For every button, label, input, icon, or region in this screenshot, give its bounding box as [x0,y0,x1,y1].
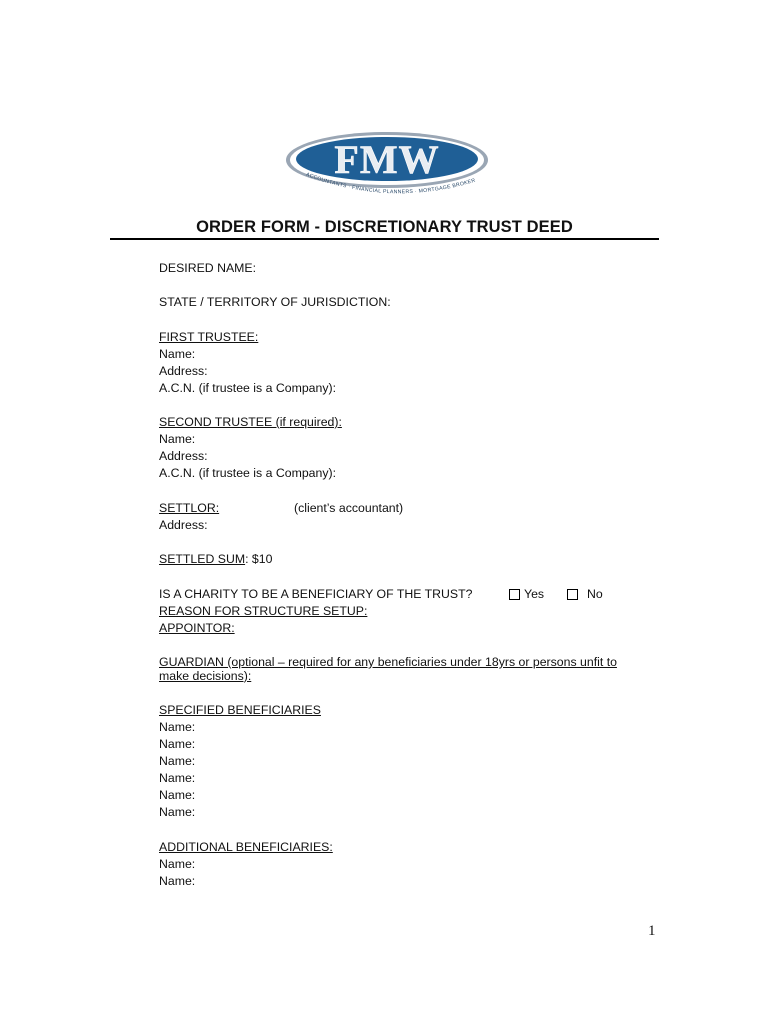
additional-beneficiary-name-label: Name: [159,874,196,888]
first-trustee-heading: FIRST TRUSTEE: [159,330,259,344]
form-title: ORDER FORM - DISCRETIONARY TRUST DEED [196,218,573,236]
yes-label: Yes [524,587,545,601]
charity-question: IS A CHARITY TO BE A BENEFICIARY OF THE TRUST? [159,587,473,601]
guardian-heading-line2: make decisions): [159,669,252,683]
jurisdiction-label: STATE / TERRITORY OF JURISDICTION: [159,295,391,309]
settlor-heading: SETTLOR: [159,501,220,515]
no-label: No [587,587,603,601]
additional-beneficiary-name-label: Name: [159,857,196,871]
appointor-heading: APPOINTOR: [159,621,235,635]
charity-yes-option[interactable] [509,587,544,602]
guardian-heading-line1: GUARDIAN (optional – required for any beneficiaries under 18yrs or persons unfit to [159,655,617,669]
additional-beneficiaries-heading: ADDITIONAL BENEFICIARIES: [159,840,333,854]
specified-beneficiary-name-label: Name: [159,805,196,819]
settlor-address-label: Address: [159,518,208,532]
specified-beneficiary-name-label: Name: [159,754,196,768]
settlor-note: (client’s accountant) [294,501,404,515]
second-trustee-name-label: Name: [159,432,196,446]
specified-beneficiary-name-label: Name: [159,737,196,751]
settled-sum-value: : $10 [245,552,273,566]
page-number: 1 [648,923,656,939]
specified-beneficiary-name-label: Name: [159,720,196,734]
second-trustee-address-label: Address: [159,449,208,463]
svg-text:FMW: FMW [334,137,440,182]
second-trustee-acn-label: A.C.N. (if trustee is a Company): [159,466,336,480]
specified-beneficiary-name-label: Name: [159,788,196,802]
second-trustee-heading: SECOND TRUSTEE (if required): [159,415,342,429]
specified-beneficiaries-heading: SPECIFIED BENEFICIARIES [159,703,321,717]
yes-checkbox[interactable] [509,589,520,600]
title-rule [110,238,659,240]
first-trustee-name-label: Name: [159,347,196,361]
fmw-logo [284,130,490,200]
desired-name-label: DESIRED NAME: [159,261,257,275]
first-trustee-address-label: Address: [159,364,208,378]
first-trustee-acn-label: A.C.N. (if trustee is a Company): [159,381,336,395]
settled-sum [159,552,272,567]
specified-beneficiary-name-label: Name: [159,771,196,785]
svg-text:ACCOUNTANTS · FINANCIAL PLANNE: ACCOUNTANTS · FINANCIAL PLANNERS · MORTGAGE BROKER [305,171,477,196]
settled-sum-label: SETTLED SUM [159,552,246,566]
no-checkbox[interactable] [567,589,578,600]
reason-heading: REASON FOR STRUCTURE SETUP: [159,604,368,618]
charity-no-option[interactable] [567,587,603,602]
